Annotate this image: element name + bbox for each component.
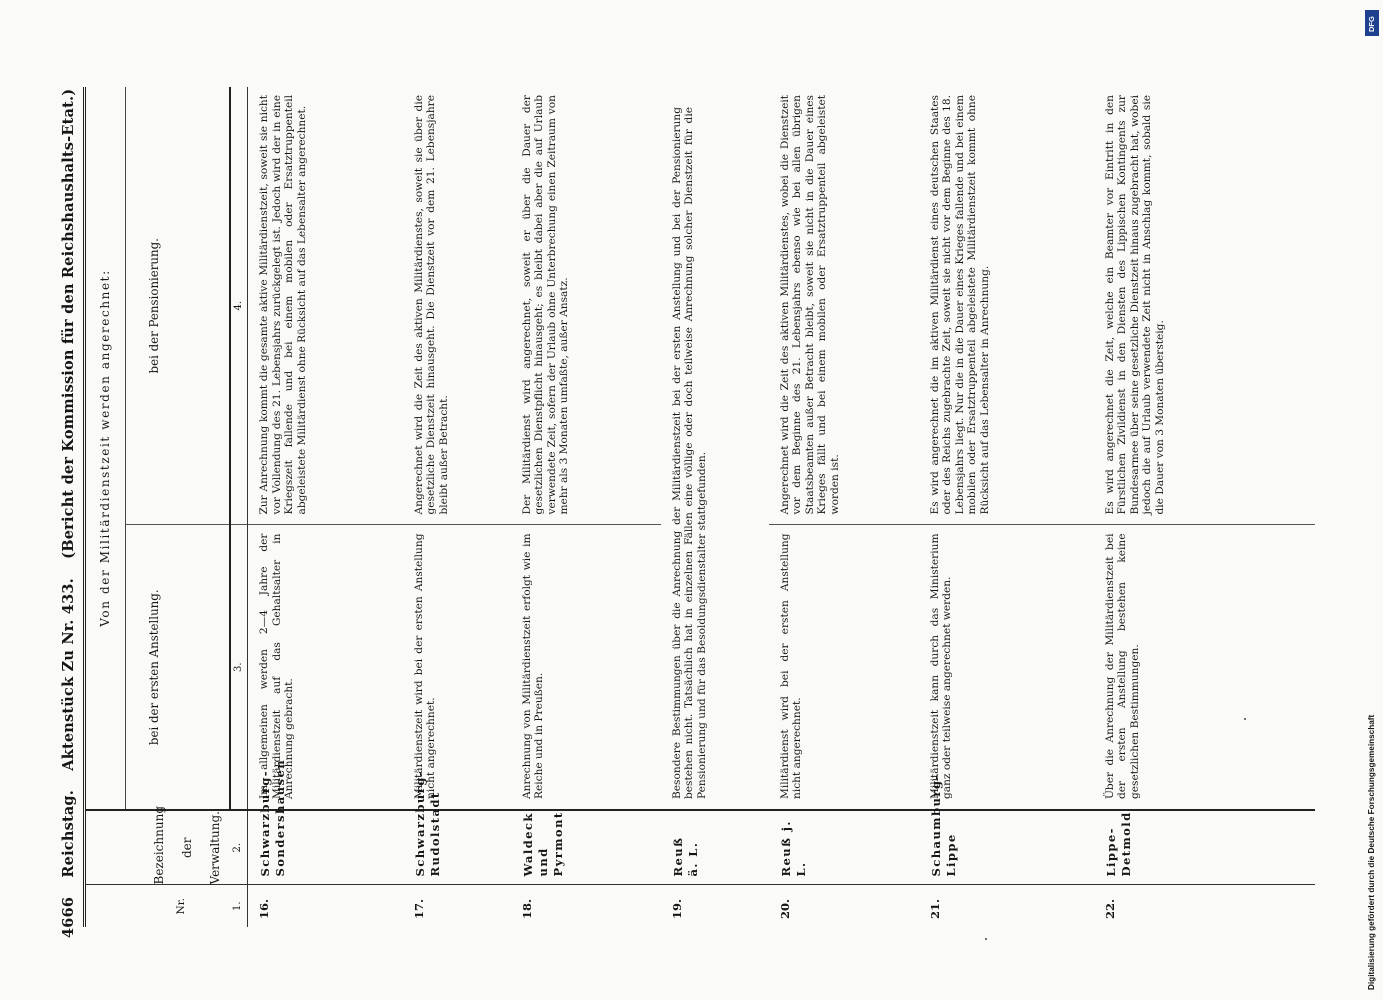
row-nr: 21. [919,885,1094,927]
row-pensionierung: Angerechnet wird die Zeit des aktiven Militärdienstes, soweit sie über die gesetzliche Dienstzeit hinausgeht. Die Dienstzeit vor dem 21. Lebensjahre bleibt außer Betracht. [412,95,450,515]
row-erste-anstellung: Militärdienstzeit kann durch das Ministerium ganz oder teilweise angerechnet werden. [919,525,1094,810]
row-erste-anstellung: Über die Anrechnung der Militärdienstzeit bei der ersten Anstellung bestehen keine gesetzlichen Bestimmungen. [1094,525,1316,810]
page-heading [60,58,82,938]
table-row [919,87,1094,927]
header-bezeichnung: Bezeichnung der Verwaltung. [85,810,230,885]
row-verwaltung: Waldeck und Pyrmont [511,810,661,885]
row-erste-anstellung: Militärdienst wird bei der ersten Anstellung nicht angerechnet. [769,525,919,810]
scan-speck [1244,718,1246,720]
table-row [1094,87,1316,927]
row-verwaltung: Lippe-Detmold [1094,810,1316,885]
row-nr: 22. [1094,885,1316,927]
row-nr: 18. [511,885,661,927]
row-pensionierung: Zur Anrechnung kommt die gesamte aktive Militärdienstzeit, soweit sie nicht vor Vollendung des 21. Lebensjahrs zurückgelegt ist. Jedoch wird der in eine Kriegszeit fallende und bei einem mobilen oder Ersatztruppenteil abgeleistete Militärdienst ohne Rücksicht auf das Lebensalter angerechnet. [258,95,308,515]
dfg-logo: DFG [1365,10,1379,36]
scan-speck [985,938,987,940]
heading-reichstag: Reichstag. [60,789,77,878]
digitization-note [1363,650,1377,990]
table-row [248,87,403,927]
militaerdienstzeit-table [85,87,1315,927]
row-nr: 20. [769,885,919,927]
row-nr: 17. [403,885,511,927]
row-erste-anstellung: Militärdienstzeit wird bei der ersten Anstellung nicht angerechnet. [403,525,511,810]
row-pensionierung: Angerechnet wird die Zeit des aktiven Militärdienstes, wobei die Dienstzeit vor dem Beginne des 21. Lebensjahrs ebenso wie bei allen übrigen Staatsbeamten außer Betracht bleibt, soweit sie nicht in die Dauer eines Krieges fällt und bei einem mobilen oder Ersatztruppenteil abgeleistet worden ist. [778,95,841,515]
col-number-1: 1. [230,885,248,927]
row-pensionierung: Es wird angerechnet die Zeit, welche ein Beamter vor Eintritt in den Fürstlichen Zivildienst in den Diensten des Lippischen Kontingents zur Bundesarmee über seine gesetzliche Dienstzeit hinaus zugebracht hat, wobei jedoch die auf Urlaub verwendete Zeit nicht in Anschlag kommt, sobald sie die Dauer von 3 Monaten übersteig. [1103,95,1166,515]
table-row [769,87,919,927]
row-nr: 19. [661,885,769,927]
row-pensionierung: Der Militärdienst wird angerechnet, soweit er über die Dauer der gesetzlichen Dienstpflicht hinausgeht; es bleibt dabei aber die auf Urlaub verwendete Zeit, sofern der Urlaub ohne Unterbrechung einen Zeitraum von mehr als 3 Monaten umfaßte, außer Ansatz. [520,95,571,515]
row-verwaltung: Reuß ä. L. [661,810,769,885]
col-number-4: 4. [230,87,248,525]
row-erste-anstellung: Im allgemeinen werden 2—4 Jahre der Militärdienstzeit auf das Gehaltsalter in Anrechnung gebracht. [248,525,403,810]
table-row [511,87,661,927]
row-pensionierung: Es wird angerechnet die im aktiven Militärdienst eines deutschen Staates oder des Reichs zugebrachte Zeit, soweit sie nicht vor dem Beginne des 18. Lebensjahrs liegt. Nur die in die Dauer eines Krieges fallende und bei einem mobilen oder Ersatztruppenteil abgeleistete Militärdienstzeit kommt ohne Rücksicht auf das Lebensalter in Anrechnung. [928,95,991,515]
col-number-2: 2. [230,810,248,885]
row-verwaltung: Schwarzburg-Sondershausen [248,810,403,885]
row-verwaltung: Schwarzburg-Rudolstadt [403,810,511,885]
heading-bericht: (Bericht der Kommission für den Reichshaushalts-Etat.) [60,88,77,559]
header-col4: bei der Pensionierung. [126,87,231,525]
row-combined-text: Besondere Bestimmungen über die Anrechnung der Militärdienstzeit bei der ersten Anstellung und bei der Pensionierung bestehen nicht. Tatsächlich hat in einzelnen Fällen eine völlige oder doch teilweise Anrechnung solcher Dienstzeit für die Pensionierung und für das Besoldungsdienstalter stattgefunden. [670,107,708,799]
col-number-3: 3. [230,525,248,810]
row-erste-anstellung: Anrechnung von Militärdienstzeit erfolgt wie im Reiche und in Preußen. [511,525,661,810]
header-group: Von der Militärdienstzeit werden angerechnet: [85,87,126,810]
table-row [661,87,769,927]
row-verwaltung: Schaumburg-Lippe [919,810,1094,885]
page-number: 4666 [60,896,77,938]
row-verwaltung: Reuß j. L. [769,810,919,885]
heading-aktenstueck: Aktenstück Zu Nr. 433. [60,578,77,771]
table-row [403,87,511,927]
row-nr: 16. [248,885,403,927]
header-nr: Nr. [85,885,230,927]
digitization-note-text: Digitalisierung gefördert durch die Deutsche Forschungsgemeinschaft [1367,714,1376,990]
header-col3: bei der ersten Anstellung. [126,525,231,810]
